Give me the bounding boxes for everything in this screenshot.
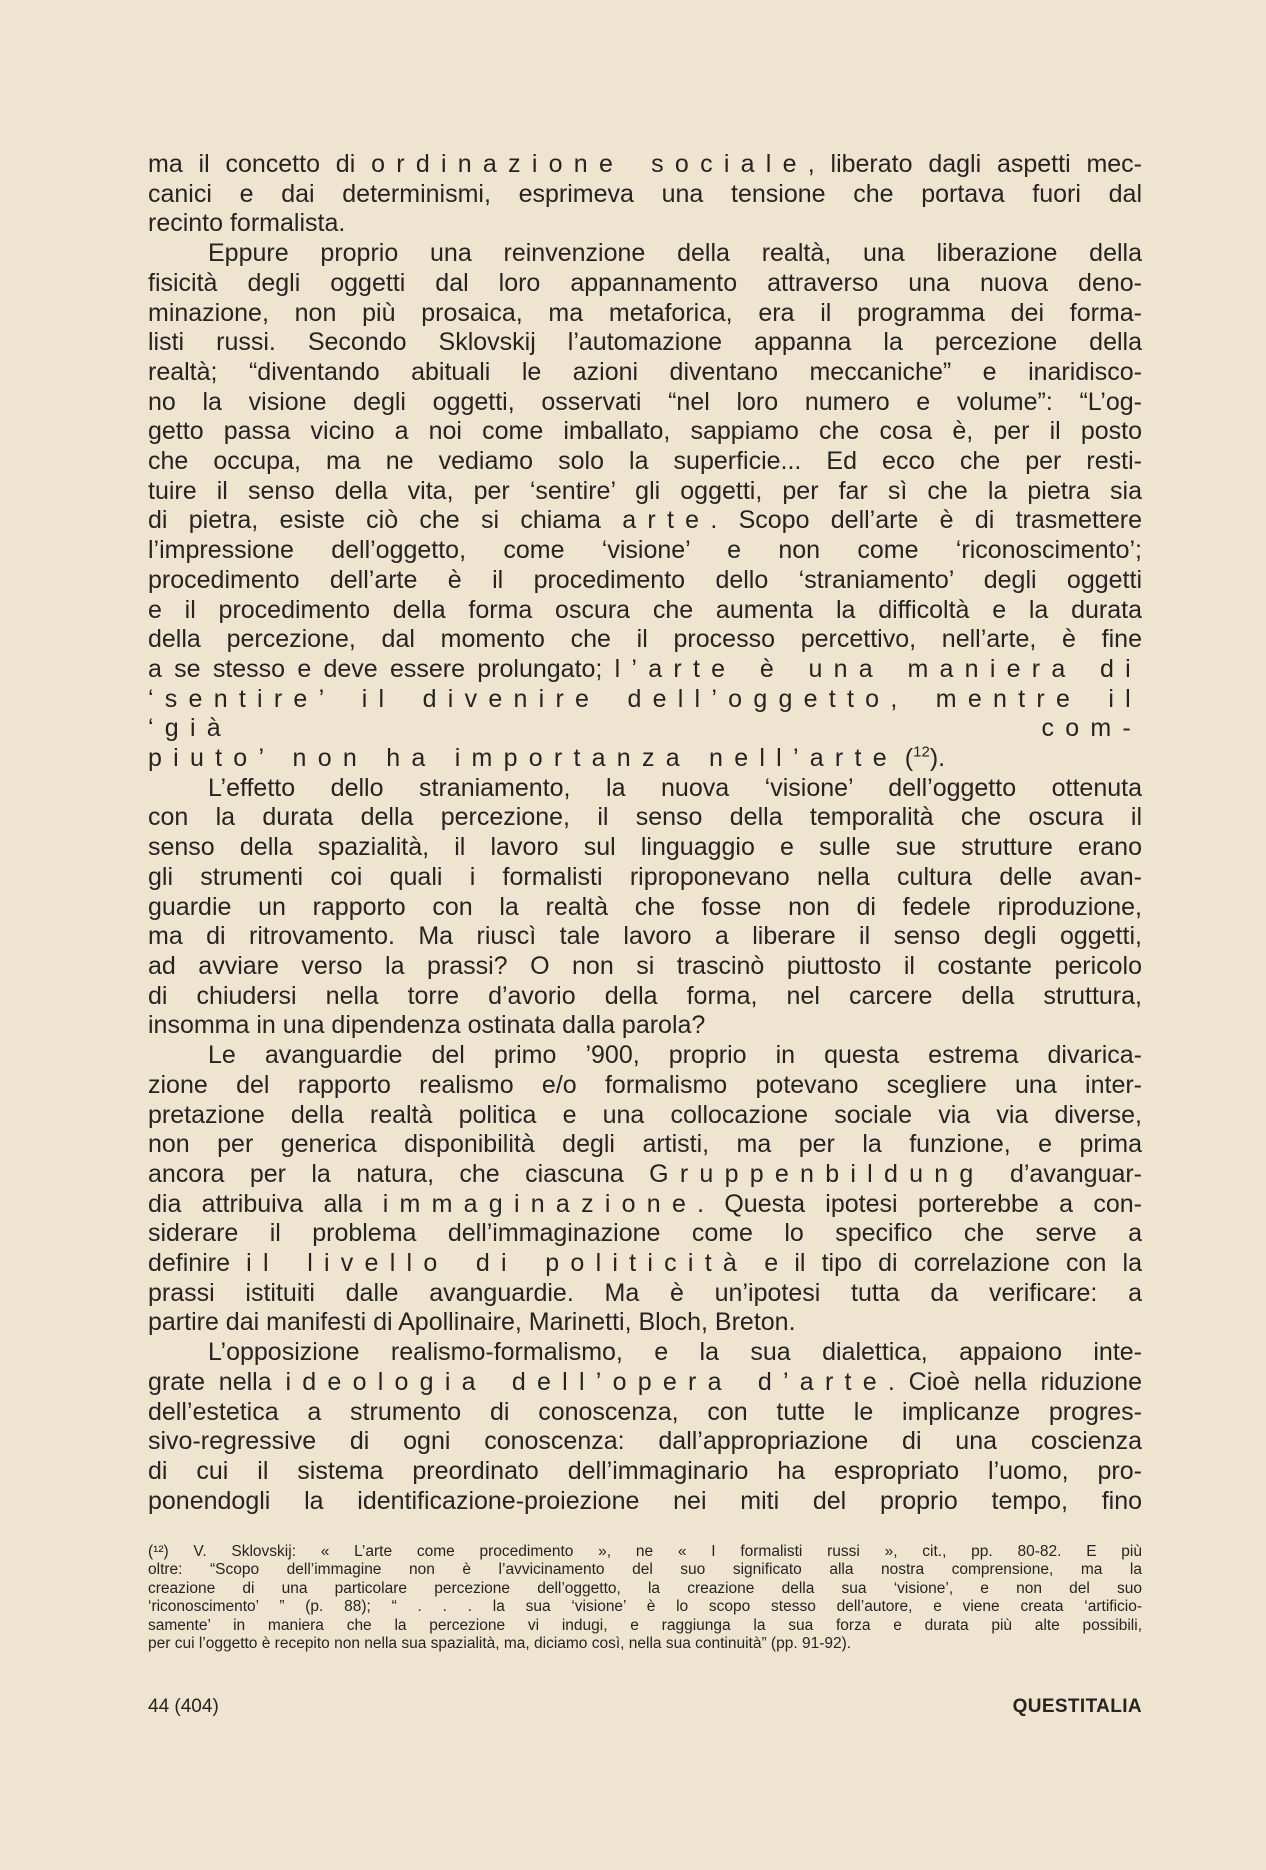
- text-line: [148, 922, 1142, 952]
- text-line: [148, 1041, 1142, 1071]
- text-run: ad avviare verso la prassi? O non si trascinò piuttosto il costante pericolo: [148, 951, 1142, 980]
- spaced-emphasis: ideologia dell’opera d’arte: [285, 1367, 888, 1396]
- text-line: [148, 982, 1142, 1012]
- text-line: [148, 150, 1142, 180]
- text-run: sivo-regressive di ogni conoscenza: dall’appropriazione di una coscienza: [148, 1427, 1142, 1456]
- text-run: di cui il sistema preordinato dell’immaginario ha espropriato l’uomo, pro-: [148, 1456, 1142, 1485]
- text-run: siderare il problema dell’immaginazione come lo specifico che serve a: [148, 1219, 1142, 1248]
- text-line: [148, 299, 1142, 329]
- spaced-emphasis: Gruppenbildung: [649, 1159, 985, 1188]
- text-line: [148, 388, 1142, 418]
- text-line: [148, 1249, 1142, 1279]
- text-line: [148, 358, 1142, 388]
- text-run: tuire il senso della vita, per ‘sentire’ gli oggetti, per far sì che la pietra sia: [148, 476, 1142, 505]
- text-line: [148, 774, 1142, 804]
- text-run: . Scopo dell’arte è di trasmettere: [710, 506, 1143, 535]
- text-run: . Questa ipotesi porterebbe a con-: [697, 1189, 1142, 1218]
- text-run: recinto formalista.: [148, 209, 346, 238]
- footnote-line: creazione di una particolare percezione dell’oggetto, la creazione della sua ‘visione’, e non del suo: [148, 1579, 1142, 1597]
- text-line: [148, 328, 1142, 358]
- text-run: 12: [913, 743, 930, 761]
- text-line: [148, 1130, 1142, 1160]
- text-line: [148, 1219, 1142, 1249]
- text-line: [148, 833, 1142, 863]
- text-run: . Cioè nella riduzione: [887, 1367, 1142, 1396]
- text-run: minazione, non più prosaica, ma metaforica, era il programma dei forma-: [148, 298, 1142, 327]
- text-run: ponendogli la identificazione-proiezione nei miti del proprio tempo, fino: [148, 1486, 1142, 1515]
- text-line: [148, 417, 1142, 447]
- text-run: grate nella: [148, 1367, 286, 1396]
- text-run: procedimento dell’arte è il procedimento dello ‘straniamento’ degli oggetti: [148, 565, 1142, 594]
- text-run: zione del rapporto realismo e/o formalismo potevano scegliere una inter-: [148, 1070, 1142, 1099]
- spaced-emphasis: piuto’ non ha importanza nell’arte: [148, 744, 898, 773]
- text-run: guardie un rapporto con la realtà che fosse non di fedele riproduzione,: [148, 892, 1142, 921]
- text-line: [148, 893, 1142, 923]
- text-run: con la durata della percezione, il senso della temporalità che oscura il: [148, 803, 1142, 832]
- footnote-line: ‘riconoscimento’ ” (p. 88); “ . . . la sua ‘visione’ è lo scopo stesso dell’autore, e viene creata ‘artificio-: [148, 1598, 1142, 1616]
- text-line: [148, 1368, 1142, 1398]
- text-run: canici e dai determinismi, esprimeva una tensione che portava fuori dal: [148, 179, 1142, 208]
- text-line: [148, 1457, 1142, 1487]
- text-run: e il procedimento della forma oscura che aumenta la difficoltà e la durata: [148, 595, 1142, 624]
- text-line: [148, 209, 1142, 239]
- spaced-emphasis: arte: [622, 506, 711, 535]
- text-run: l’impressione dell’oggetto, come ‘visione’ e non come ‘riconoscimento’;: [148, 536, 1142, 565]
- spaced-emphasis: ordinazione sociale: [371, 150, 808, 178]
- text-line: [148, 1101, 1142, 1131]
- text-run: ancora per la natura, che ciascuna: [148, 1159, 650, 1188]
- text-line: [148, 1160, 1142, 1190]
- text-run: d’avanguar-: [984, 1159, 1142, 1188]
- text-run: e il tipo di correlazione con la: [748, 1249, 1142, 1278]
- text-line: [148, 506, 1142, 536]
- text-line: [148, 952, 1142, 982]
- text-line: [148, 1398, 1142, 1428]
- page-number: 44 (404): [148, 1696, 219, 1717]
- text-run: della percezione, dal momento che il processo percettivo, nell’arte, è fine: [148, 625, 1142, 654]
- text-run: getto passa vicino a noi come imballato, sappiamo che cosa è, per il posto: [148, 417, 1142, 446]
- spaced-emphasis: l’arte è una maniera di: [614, 654, 1142, 683]
- text-run: Le avanguardie del primo ’900, proprio in questa estrema divarica-: [208, 1041, 1142, 1070]
- text-line: [148, 1279, 1142, 1309]
- text-line: [148, 477, 1142, 507]
- text-run: , liberato dagli aspetti mec-: [807, 150, 1142, 178]
- footnote-line: oltre: “Scopo dell’immagine non è l’avvicinamento del suo significato alla nostra comprensione, ma la: [148, 1561, 1142, 1579]
- magazine-name: QUESTITALIA: [1012, 1696, 1142, 1717]
- text-run: di pietra, esiste ciò che si chiama: [148, 506, 623, 535]
- text-line: [148, 1427, 1142, 1457]
- text-run: fisicità degli oggetti dal loro appannamento attraverso una nuova deno-: [148, 268, 1142, 297]
- text-line: [148, 1011, 1142, 1041]
- text-run: prassi istituiti dalle avanguardie. Ma è un’ipotesi tutta da verificare: a: [148, 1278, 1142, 1307]
- text-run: dia attribuiva alla: [148, 1189, 383, 1218]
- footnote: [148, 1543, 1142, 1653]
- text-run: ma di ritrovamento. Ma riuscì tale lavoro a liberare il senso degli oggetti,: [148, 922, 1142, 951]
- text-run: dell’estetica a strumento di conoscenza, con tutte le implicanze progres-: [148, 1397, 1142, 1426]
- text-run: (: [897, 744, 914, 773]
- text-line: [148, 180, 1142, 210]
- text-run: L’effetto dello straniamento, la nuova ‘visione’ dell’oggetto ottenuta: [208, 773, 1142, 802]
- text-line: [148, 1308, 1142, 1338]
- text-line: [148, 1071, 1142, 1101]
- footnote-line: (¹²) V. Sklovskij: « L’arte come procedimento », ne « I formalisti russi », cit., pp. 80-82. E più: [148, 1543, 1142, 1560]
- text-run: senso della spazialità, il lavoro sul linguaggio e sulle sue strutture erano: [148, 833, 1142, 862]
- spaced-emphasis: immaginazione: [382, 1189, 698, 1218]
- text-run: Eppure proprio una reinvenzione della realtà, una liberazione della: [208, 239, 1142, 268]
- text-line: [148, 685, 1142, 744]
- body-text: [148, 150, 1142, 1516]
- text-line: [148, 1487, 1142, 1517]
- text-run: pretazione della realtà politica e una collocazione sociale via via diverse,: [148, 1100, 1142, 1129]
- text-run: a se stesso e deve essere prolungato;: [148, 654, 615, 683]
- text-line: [148, 447, 1142, 477]
- text-line: [148, 1190, 1142, 1220]
- text-run: di chiudersi nella torre d’avorio della forma, nel carcere della struttura,: [148, 981, 1142, 1010]
- text-run: insomma in una dipendenza ostinata dalla parola?: [148, 1011, 706, 1040]
- text-line: [148, 239, 1142, 269]
- text-run: gli strumenti coi quali i formalisti riproponevano nella cultura delle avan-: [148, 862, 1142, 891]
- text-line: [148, 1338, 1142, 1368]
- text-line: [148, 655, 1142, 685]
- text-run: definire: [148, 1249, 247, 1278]
- text-run: no la visione degli oggetti, osservati “nel loro numero e volume”: “L’og-: [148, 387, 1142, 416]
- text-run: realtà; “diventando abituali le azioni diventano meccaniche” e inaridisco-: [148, 357, 1142, 386]
- text-line: [148, 536, 1142, 566]
- text-run: ).: [929, 744, 946, 773]
- text-line: [148, 863, 1142, 893]
- spaced-emphasis: ‘sentire’ il divenire dell’oggetto, mentre il ‘già com-: [148, 684, 1142, 743]
- text-line: [148, 269, 1142, 299]
- text-line: [148, 744, 1142, 774]
- text-run: non per generica disponibilità degli artisti, ma per la funzione, e prima: [148, 1130, 1142, 1159]
- text-line: [148, 566, 1142, 596]
- footnote-line: per cui l’oggetto è recepito non nella sua spazialità, ma, diciamo così, nella sua continuità” (pp. 91-92).: [148, 1635, 852, 1653]
- text-run: partire dai manifesti di Apollinaire, Marinetti, Bloch, Breton.: [148, 1308, 796, 1337]
- text-run: ma il concetto di: [148, 150, 372, 178]
- text-run: che occupa, ma ne vediamo solo la superficie... Ed ecco che per resti-: [148, 447, 1142, 476]
- text-run: listi russi. Secondo Sklovskij l’automazione appanna la percezione della: [148, 328, 1142, 357]
- text-line: [148, 625, 1142, 655]
- spaced-emphasis: il livello di politicità: [246, 1249, 749, 1278]
- text-run: L’opposizione realismo-formalismo, e la sua dialettica, appaiono inte-: [208, 1338, 1142, 1367]
- text-line: [148, 803, 1142, 833]
- footnote-line: samente’ in maniera che la percezione vi indugi, e raggiunga la sua forza e durata più alte possibili,: [148, 1616, 1142, 1634]
- text-line: [148, 596, 1142, 626]
